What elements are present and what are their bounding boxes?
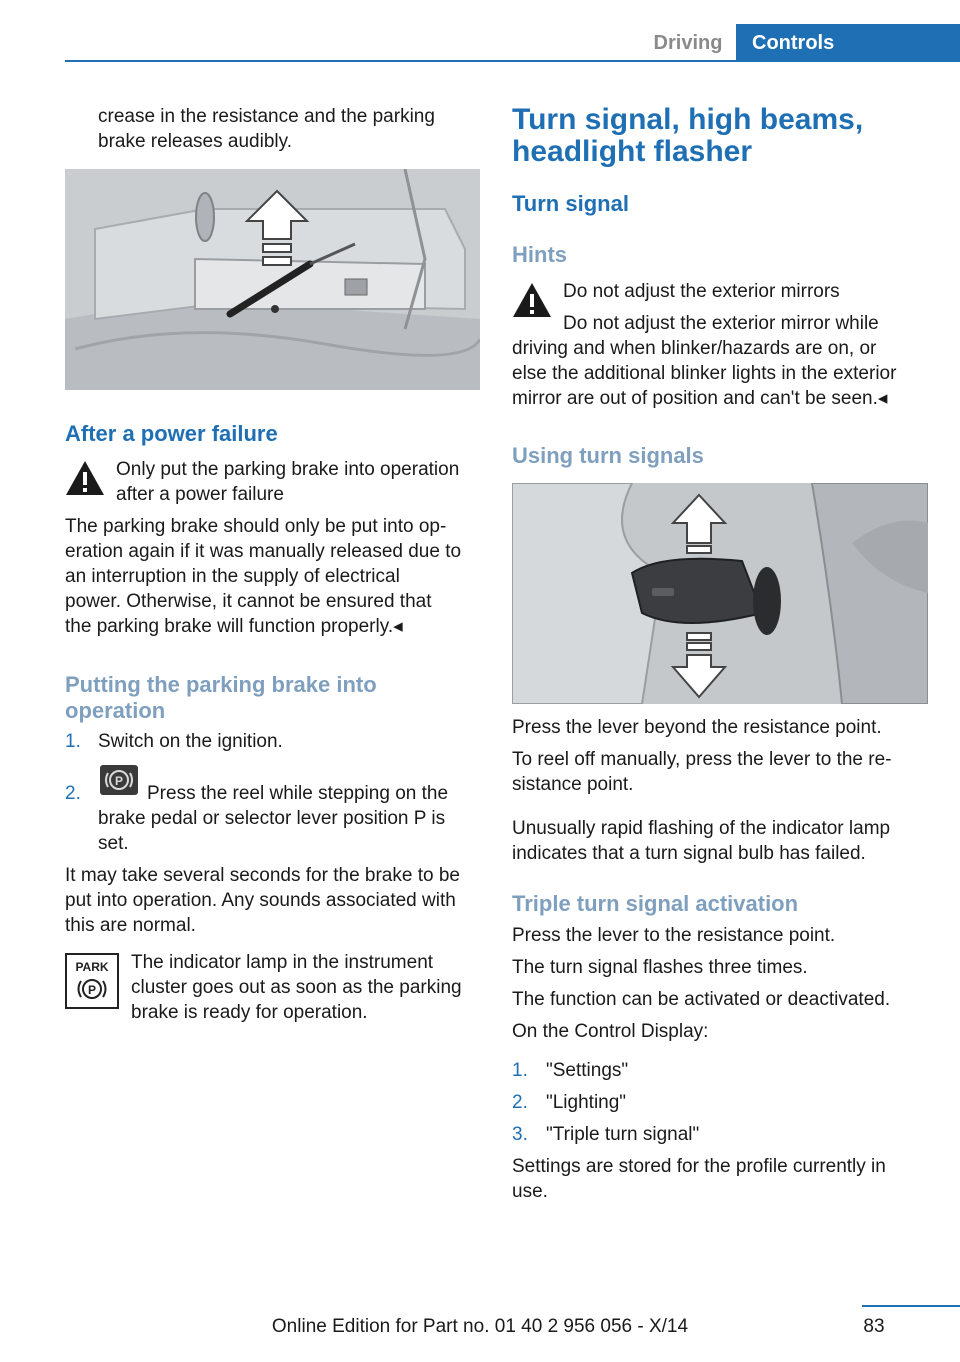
- using-p2-line-2: sistance point.: [512, 774, 634, 795]
- using-p2-line-1: To reel off manually, press the lever to the re-: [512, 749, 892, 770]
- using-p3-line-2: indicates that a turn signal bulb has failed.: [512, 843, 866, 864]
- triple-step-1-number: 1.: [512, 1060, 528, 1081]
- triple-step-3-number: 3.: [512, 1124, 528, 1145]
- hints-warning-line-2: Do not adjust the exterior mirror while: [563, 313, 879, 334]
- putting-step-2-text-line-3: set.: [98, 833, 129, 854]
- triple-closing-line-2: use.: [512, 1181, 548, 1202]
- intro-line-2: brake releases audibly.: [98, 131, 292, 152]
- triple-closing-line-1: Settings are stored for the profile currently in: [512, 1156, 886, 1177]
- power-failure-body-line-1: The parking brake should only be put into op-: [65, 516, 447, 537]
- parking-brake-button-icon: [100, 765, 138, 795]
- using-turn-signals-heading: Using turn signals: [512, 443, 704, 468]
- footer-edition: Online Edition for Part no. 01 40 2 956 056 - X/14: [271, 1316, 689, 1337]
- triple-step-2-number: 2.: [512, 1092, 528, 1113]
- triple-line-1: Press the lever to the resistance point.: [512, 925, 836, 946]
- putting-heading-line-2: operation: [65, 698, 166, 723]
- power-failure-body-line-2: eration again if it was manually released due to: [65, 541, 462, 562]
- header-rule: [65, 60, 960, 62]
- putting-heading-line-1: Putting the parking brake into: [65, 672, 377, 697]
- triple-step-3-text: "Triple turn signal": [546, 1124, 700, 1145]
- power-failure-warning-line-2: after a power failure: [116, 484, 284, 505]
- hints-body-line-1: driving and when blinker/hazards are on, or: [512, 338, 877, 359]
- triple-step-2-text: "Lighting": [546, 1092, 627, 1113]
- triple-line-3: The function can be activated or deactivated.: [512, 989, 891, 1010]
- power-failure-body-line-3: an interruption in the supply of electrical: [65, 566, 400, 587]
- warning-triangle-icon: [65, 459, 105, 497]
- park-indicator-lamp-icon: [65, 953, 119, 1009]
- indicator-text-line-2: cluster goes out as soon as the parking: [131, 977, 462, 998]
- triple-line-4: On the Control Display:: [512, 1021, 709, 1042]
- triple-line-2: The turn signal flashes three times.: [512, 957, 808, 978]
- indicator-text-line-3: brake is ready for operation.: [131, 1002, 368, 1023]
- page-title-line-2: headlight flasher: [512, 135, 753, 168]
- putting-step-2-text-line-1: Press the reel while stepping on the: [147, 783, 449, 804]
- turn-signal-lever-photo: [512, 483, 928, 704]
- power-failure-warning-line-1: Only put the parking brake into operation: [116, 459, 460, 480]
- putting-after-line-2: put into operation. Any sounds associated with: [65, 890, 456, 911]
- turn-signal-lever-illustration: [512, 483, 928, 704]
- power-failure-body-line-5: the parking brake will function properly.◂: [65, 616, 403, 637]
- hints-body-line-2: else the additional blinker lights in the exterior: [512, 363, 897, 384]
- hints-body-line-3: mirror are out of position and can't be seen.◂: [512, 388, 888, 409]
- page-number: 83: [863, 1316, 885, 1337]
- putting-step-2-text-line-2: brake pedal or selector lever position P is: [98, 808, 446, 829]
- intro-line-1: crease in the resistance and the parking: [98, 106, 435, 127]
- park-indicator-label: PARK: [75, 960, 109, 974]
- using-p1: Press the lever beyond the resistance point.: [512, 717, 882, 738]
- using-p3-line-1: Unusually rapid flashing of the indicator lamp: [512, 818, 891, 839]
- triple-step-1-text: "Settings": [546, 1060, 629, 1081]
- svg-text:P: P: [87, 983, 97, 997]
- turn-signal-subtitle: Turn signal: [512, 191, 629, 216]
- warning-triangle-icon: [512, 281, 552, 319]
- putting-step-1-text: Switch on the ignition.: [98, 731, 283, 752]
- power-failure-heading: After a power failure: [65, 421, 278, 446]
- putting-after-line-1: It may take several seconds for the brake to be: [65, 865, 460, 886]
- indicator-text-line-1: The indicator lamp in the instrument: [131, 952, 434, 973]
- parking-brake-release-photo: [65, 169, 480, 390]
- hints-warning-line-1: Do not adjust the exterior mirrors: [563, 281, 840, 302]
- power-failure-body-line-4: power. Otherwise, it cannot be ensured that: [65, 591, 432, 612]
- header-chapter: Controls: [736, 24, 960, 62]
- hints-heading: Hints: [512, 242, 567, 267]
- putting-after-line-3: this are normal.: [65, 915, 196, 936]
- footer-rule: [862, 1305, 960, 1307]
- parking-brake-illustration: [65, 169, 480, 390]
- putting-step-2-number: 2.: [65, 783, 81, 804]
- triple-turn-signal-heading: Triple turn signal activation: [512, 891, 799, 916]
- svg-text:P: P: [114, 774, 124, 788]
- header-section: Driving: [653, 31, 723, 54]
- page-title-line-1: Turn signal, high beams,: [512, 103, 864, 136]
- putting-step-1-number: 1.: [65, 731, 81, 752]
